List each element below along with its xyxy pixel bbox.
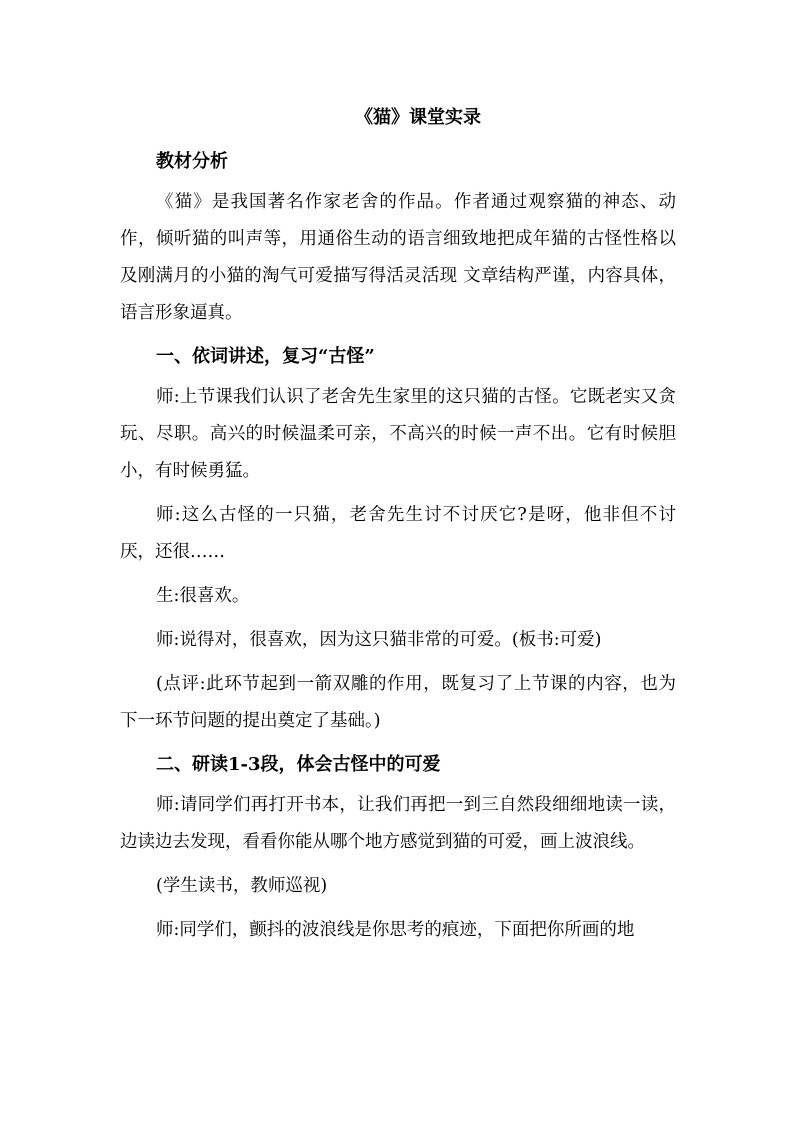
paragraph: 师:请同学们再打开书本，让我们再把一到三自然段细细地读一读，边读边去发现，看看你能从哪个地方感觉到猫的可爱，画上波浪线。	[120, 795, 676, 852]
section-heading-review: 一、依词讲述，复习“古怪”	[156, 346, 375, 367]
paragraph: 师:同学们，颤抖的波浪线是你思考的痕迹，下面把你所画的地	[156, 920, 635, 940]
paragraph: 生:很喜欢。	[156, 586, 250, 606]
paragraph: (学生读书，教师巡视)	[156, 876, 328, 896]
paragraph: 师:说得对，很喜欢，因为这只猫非常的可爱。(板书:可爱)	[156, 630, 602, 650]
paragraph: 师:这么古怪的一只猫，老舍先生讨不讨厌它?是呀，他非但不讨厌，还很……	[120, 505, 676, 562]
section-heading-study-paragraphs: 二、研读1-3段，体会古怪中的可爱	[156, 754, 441, 775]
section-heading-materials-analysis: 教材分析	[156, 151, 228, 172]
paragraph: 师:上节课我们认识了老舍先生家里的这只猫的古怪。它既老实又贪玩、尽职。高兴的时候温柔可亲，不高兴的时候一声不出。它有时候胆小，有时候勇猛。	[120, 387, 676, 481]
document-title: 《猫》课堂实录	[355, 107, 481, 128]
paragraph: 《猫》是我国著名作家老舍的作品。作者通过观察猫的神态、动作，倾听猫的叫声等，用通俗生动的语言细致地把成年猫的古怪性格以及刚满月的小猫的淘气可爱描写得活灵活现 文章结构严谨，内容具体，语言形象逼真。	[120, 192, 676, 323]
document-body	[120, 100, 676, 956]
paragraph: (点评:此环节起到一箭双雕的作用，既复习了上节课的内容，也为下一环节问题的提出奠定了基础。)	[120, 674, 676, 731]
